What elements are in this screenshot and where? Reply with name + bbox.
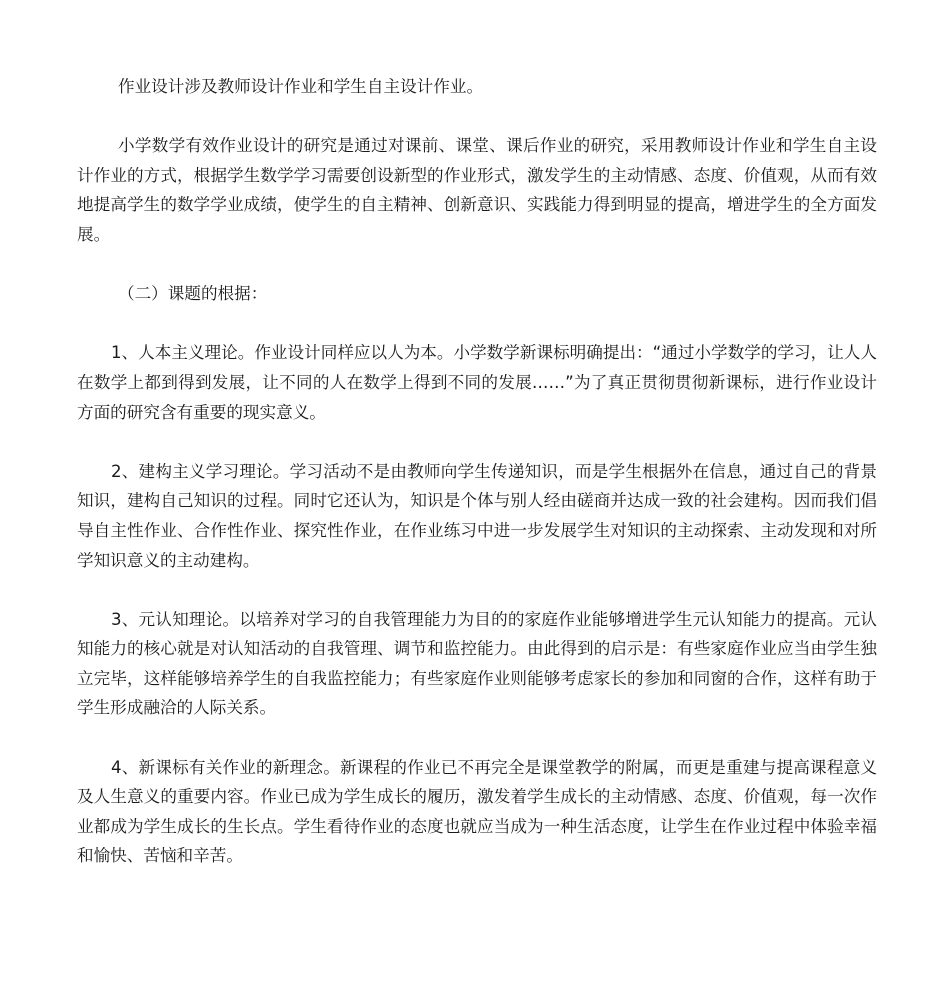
document-body (77, 72, 877, 901)
intro-paragraph: 作业设计涉及教师设计作业和学生自主设计作业。 (118, 77, 484, 96)
section-heading: （二）课题的根据： (118, 284, 268, 304)
basis-item-new-curriculum: 4、新课标有关作业的新理念。新课程的作业已不再完全是课堂教学的附属，而更是重建与提高课程意义及人生意义的重要内容。作业已成为学生成长的履历，激发着学生成长的主动情感、态度、价值观，每一次作业都成为学生成长的生长点。学生看待作业的态度也就应当成为一种生活态度，让学生在作业过程中体验幸福和愉快、苦恼和辛苦。 (77, 757, 877, 866)
basis-item-constructivism: 2、建构主义学习理论。学习活动不是由教师向学生传递知识，而是学生根据外在信息，通过自己的背景知识，建构自己知识的过程。同时它还认为，知识是个体与别人经由磋商并达成一致的社会建构。因而我们倡导自主性作业、合作性作业、探究性作业，在作业练习中进一步发展学生对知识的主动探索、主动发现和对所学知识意义的主动建构。 (77, 461, 877, 570)
research-description-paragraph: 小学数学有效作业设计的研究是通过对课前、课堂、课后作业的研究，采用教师设计作业和学生自主设计作业的方式，根据学生数学学习需要创设新型的作业形式，激发学生的主动情感、态度、价值观，从而有效地提高学生的数学学业成绩，使学生的自主精神、创新意识、实践能力得到明显的提高，增进学生的全方面发展。 (77, 136, 877, 244)
basis-item-humanism: 1、人本主义理论。作业设计同样应以人为本。小学数学新课标明确提出：“通过小学数学的学习，让人人在数学上都到得到发展，让不同的人在数学上得到不同的发展……”为了真正贯彻贯彻新课标，进行作业设计方面的研究含有重要的现实意义。 (77, 343, 877, 422)
basis-item-metacognition: 3、元认知理论。以培养对学习的自我管理能力为目的的家庭作业能够增进学生元认知能力的提高。元认知能力的核心就是对认知活动的自我管理、调节和监控能力。由此得到的启示是：有些家庭作业应当由学生独立完毕，这样能够培养学生的自我监控能力；有些家庭作业则能够考虑家长的参加和同窗的合作，这样有助于学生形成融洽的人际关系。 (77, 609, 877, 718)
